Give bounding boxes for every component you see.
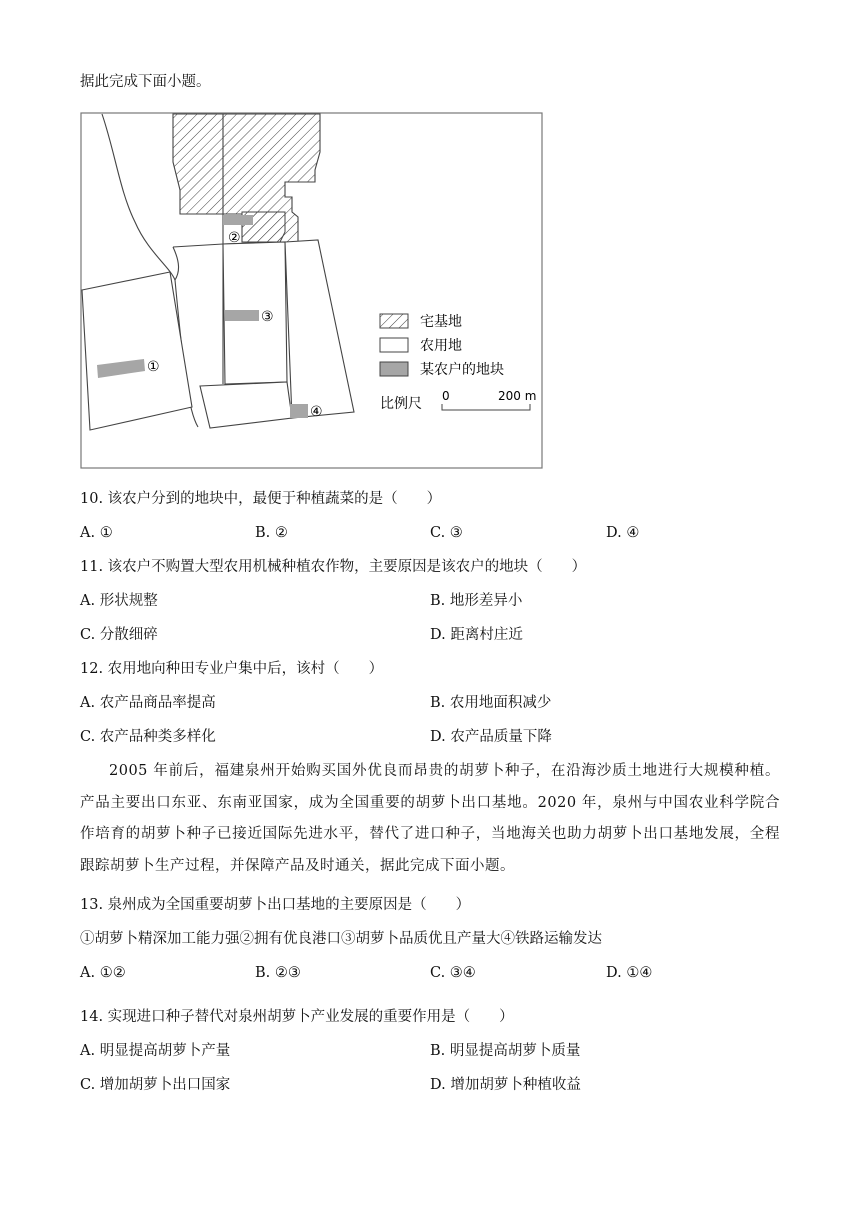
plot-2 <box>223 215 253 225</box>
question-13-option-c: C. ③④ <box>430 965 476 981</box>
legend-household-plot: 某农户的地块 <box>420 362 504 378</box>
question-10-option-a: A. ① <box>80 525 113 541</box>
question-11-option-d: D. 距离村庄近 <box>430 627 523 643</box>
question-10-stem: 10. 该农户分到的地块中，最便于种植蔬菜的是（ ） <box>80 491 442 507</box>
intro-text: 据此完成下面小题。 <box>80 74 211 90</box>
question-14-option-d: D. 增加胡萝卜种植收益 <box>430 1077 581 1093</box>
question-14-option-a: A. 明显提高胡萝卜产量 <box>80 1043 231 1059</box>
scale-end: 200 m <box>498 389 537 403</box>
question-13-option-d: D. ①④ <box>606 965 653 981</box>
question-10-option-c: C. ③ <box>430 525 463 541</box>
question-12-option-d: D. 农产品质量下降 <box>430 729 552 745</box>
legend-residential: 宅基地 <box>420 314 462 330</box>
marker-1: ① <box>147 359 160 375</box>
question-14-option-b: B. 明显提高胡萝卜质量 <box>430 1043 581 1059</box>
plot-4 <box>290 404 308 418</box>
question-12-stem: 12. 农用地向种田专业户集中后，该村（ ） <box>80 661 384 677</box>
legend-swatch-farmland <box>380 338 408 352</box>
question-11-option-c: C. 分散细碎 <box>80 627 158 643</box>
question-14-option-c: C. 增加胡萝卜出口国家 <box>80 1077 231 1093</box>
question-12-option-a: A. 农产品商品率提高 <box>80 695 216 711</box>
question-11-option-a: A. 形状规整 <box>80 593 158 609</box>
question-13-statements: ①胡萝卜精深加工能力强②拥有优良港口③胡萝卜品质优且产量大④铁路运输发达 <box>80 931 602 947</box>
legend-farmland: 农用地 <box>420 338 462 354</box>
question-10-option-b: B. ② <box>255 525 288 541</box>
marker-4: ④ <box>310 404 323 420</box>
reading-passage: 2005 年前后，福建泉州开始购买国外优良而昂贵的胡萝卜种子，在沿海沙质土地进行大规模种植。产品主要出口东亚、东南亚国家，成为全国重要的胡萝卜出口基地。2020 年，泉州与中国农业科学院合作培育的胡萝卜种子已接近国际先进水平，替代了进口种子，当地海关也助力胡萝卜出口基地发展，全程跟踪胡萝卜生产过程，并保障产品及时通关，据此完成下面小题。 <box>80 763 780 874</box>
legend-swatch-household-plot <box>380 362 408 376</box>
question-12-option-b: B. 农用地面积减少 <box>430 695 552 711</box>
question-13-option-a: A. ①② <box>80 965 126 981</box>
question-12-option-c: C. 农产品种类多样化 <box>80 729 216 745</box>
land-use-map <box>80 112 544 470</box>
question-10-option-d: D. ④ <box>606 525 640 541</box>
scale-label: 比例尺 <box>380 396 422 412</box>
question-11-stem: 11. 该农户不购置大型农用机械种植农作物，主要原因是该农户的地块（ ） <box>80 559 587 575</box>
question-14-stem: 14. 实现进口种子替代对泉州胡萝卜产业发展的重要作用是（ ） <box>80 1009 514 1025</box>
scale-zero: 0 <box>442 389 450 403</box>
plot-3 <box>225 310 259 321</box>
question-13-option-b: B. ②③ <box>255 965 301 981</box>
marker-3: ③ <box>261 309 274 325</box>
marker-2: ② <box>228 230 241 246</box>
legend-swatch-residential <box>380 314 408 328</box>
question-13-stem: 13. 泉州成为全国重要胡萝卜出口基地的主要原因是（ ） <box>80 897 471 913</box>
question-11-option-b: B. 地形差异小 <box>430 593 523 609</box>
